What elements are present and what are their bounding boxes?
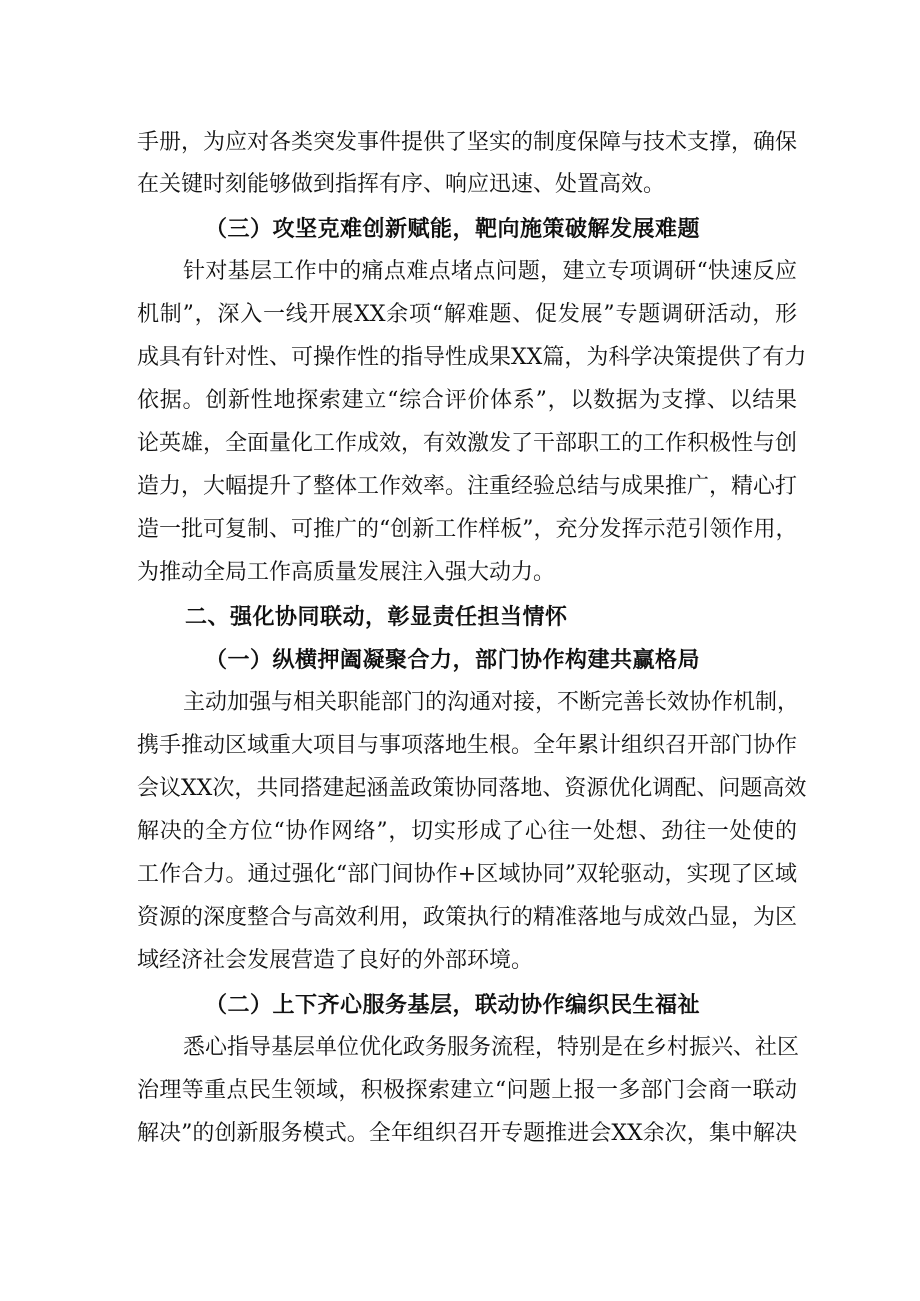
body-text-line: 机制”，深入一线开展XX余项“解难题、促发展”专题调研活动，形 [137, 302, 797, 327]
body-text-line: 成具有针对性、可操作性的指导性成果XX篇，为科学决策提供了有力 [137, 345, 807, 370]
body-text-line: 治理等重点民生领域，积极探索建立“问题上报一多部门会商一联动 [137, 1078, 797, 1103]
body-text-line: 携手推动区域重大项目与事项落地生根。全年累计组织召开部门协作 [137, 733, 798, 758]
body-text-line: 造力，大幅提升了整体工作效率。注重经验总结与成果推广，精心打 [137, 474, 798, 499]
body-text-line: 会议XX次，共同搭建起涵盖政策协同落地、资源优化调配、问题高效 [137, 776, 807, 801]
body-text-line: 域经济社会发展营造了良好的外部环境。 [137, 948, 534, 973]
subsection-heading: （三）攻坚克难创新赋能，靶向施策破解发展难题 [205, 216, 701, 242]
body-text-line: 工作合力。通过强化“部门间协作+区域协同”双轮驱动，实现了区域 [137, 862, 797, 887]
body-text-line: 主动加强与相关职能部门的沟通对接，不断完善长效协作机制， [183, 690, 800, 715]
body-text-line: 解决的全方位“协作网络”，切实形成了心往一处想、劲往一处使的 [137, 819, 797, 844]
subsection-heading: （一）纵横押阖凝聚合力，部门协作构建共赢格局 [205, 647, 701, 673]
section-heading: 二、强化协同联动，彰显责任担当情怀 [185, 604, 568, 630]
body-text-line: 悉心指导基层单位优化政务服务流程，特别是在乡村振兴、社区 [183, 1035, 800, 1060]
body-text-line: 论英雄，全面量化工作成效，有效激发了干部职工的工作积极性与创 [137, 431, 798, 456]
body-text-line: 在关键时刻能够做到指挥有序、响应迅速、处置高效。 [137, 172, 666, 197]
body-text-line: 造一批可复制、可推广的“创新工作样板”，充分发挥示范引领作用， [137, 517, 798, 542]
subsection-heading: （二）上下齐心服务基层，联动协作编织民生福祉 [205, 992, 701, 1018]
body-text-line: 为推动全局工作高质量发展注入强大动力。 [137, 560, 556, 585]
body-text-line: 解决”的创新服务模式。全年组织召开专题推进会XX余次，集中解决 [137, 1121, 797, 1146]
body-text-line: 针对基层工作中的痛点难点堵点问题，建立专项调研“快速反应 [183, 259, 797, 284]
body-text-line: 手册，为应对各类突发事件提供了坚实的制度保障与技术支撑，确保 [137, 130, 798, 155]
body-text-line: 依据。创新性地探索建立“综合评价体系”，以数据为支撑、以结果 [137, 388, 797, 413]
body-text-line: 资源的深度整合与高效利用，政策执行的精准落地与成效凸显，为区 [137, 905, 798, 930]
